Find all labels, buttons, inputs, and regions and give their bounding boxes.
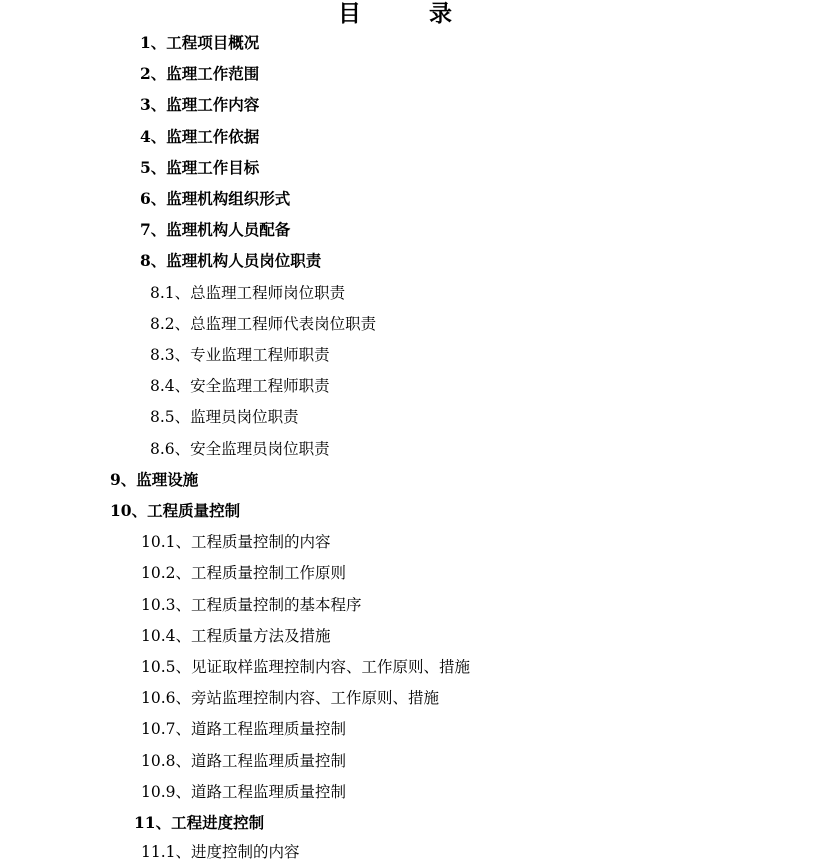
toc-entry: 8.5、监理员岗位职责 [150, 408, 299, 426]
toc-entry: 8.6、安全监理员岗位职责 [150, 440, 330, 458]
toc-entry: 10.7、道路工程监理质量控制 [141, 720, 347, 738]
toc-entry: 10.4、工程质量方法及措施 [141, 627, 331, 645]
toc-entry: 11、工程进度控制 [134, 813, 265, 832]
toc-entry: 3、监理工作内容 [140, 95, 260, 114]
toc-entry: 10、工程质量控制 [110, 501, 241, 520]
toc-entry: 10.2、工程质量控制工作原则 [141, 564, 347, 582]
toc-entry: 9、监理设施 [110, 470, 199, 489]
toc-entry: 4、监理工作依据 [140, 127, 260, 146]
toc-entry: 8.2、总监理工程师代表岗位职责 [150, 315, 377, 333]
toc-entry: 10.9、道路工程监理质量控制 [141, 783, 347, 801]
toc-entry: 10.3、工程质量控制的基本程序 [141, 596, 362, 614]
toc-entry: 1、工程项目概况 [140, 33, 260, 52]
toc-title: 目 录 [337, 0, 482, 27]
toc-entry: 11.1、进度控制的内容 [141, 843, 300, 861]
toc-entry: 5、监理工作目标 [140, 158, 260, 177]
toc-entry: 8.1、总监理工程师岗位职责 [150, 284, 346, 302]
toc-entry: 8、监理机构人员岗位职责 [140, 251, 322, 270]
toc-entry: 2、监理工作范围 [140, 64, 260, 83]
toc-entry: 7、监理机构人员配备 [140, 220, 291, 239]
toc-entry: 10.6、旁站监理控制内容、工作原则、措施 [141, 689, 440, 707]
toc-entry: 10.1、工程质量控制的内容 [141, 533, 331, 551]
toc-entry: 8.3、专业监理工程师职责 [150, 346, 330, 364]
toc-entry: 6、监理机构组织形式 [140, 189, 291, 208]
toc-entry: 10.5、见证取样监理控制内容、工作原则、措施 [141, 658, 471, 676]
toc-entry: 10.8、道路工程监理质量控制 [141, 752, 347, 770]
toc-entry: 8.4、安全监理工程师职责 [150, 377, 330, 395]
